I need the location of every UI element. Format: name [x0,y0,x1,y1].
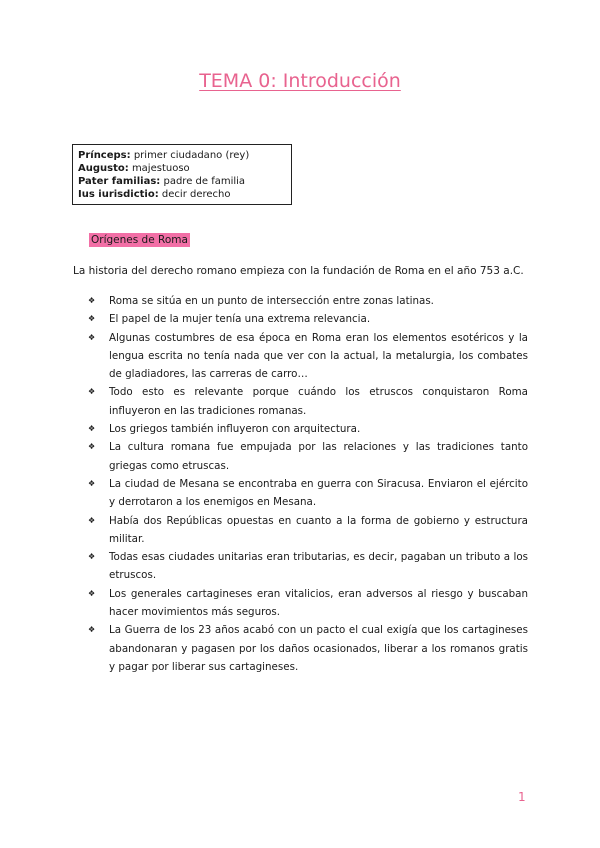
definition-term: Augusto [78,163,125,174]
list-item [88,329,528,384]
list-item [88,383,528,420]
list-item [88,621,528,676]
definition-term: Ius iurisdictio [78,189,155,200]
list-item-text: Roma se sitúa en un punto de intersección entre zonas latinas. [109,295,434,307]
diamond-bullet-icon: ❖ [88,314,96,324]
definition-text: primer ciudadano (rey) [133,150,250,161]
diamond-bullet-icon: ❖ [88,332,96,342]
definition-text: decir derecho [161,189,231,200]
page-number: 1 [518,790,526,804]
definition-row: Pater familias: padre de familia [78,176,246,187]
diamond-bullet-icon: ❖ [88,478,96,488]
list-item-text: Todo esto es relevante porque cuándo los etruscos conquistaron Roma influyeron en las tradiciones romanas. [109,386,528,417]
diamond-bullet-icon: ❖ [88,442,96,452]
diamond-bullet-icon: ❖ [88,424,96,434]
definitions-box [72,144,292,205]
list-item-text: Había dos Repúblicas opuestas en cuanto a la forma de gobierno y estructura militar. [109,514,528,545]
intro-paragraph: La historia del derecho romano empieza con la fundación de Roma en el año 753 a.C. [73,265,524,277]
list-item-text: La ciudad de Mesana se encontraba en guerra con Siracusa. Enviaron el ejército y derrotaron a los enemigos en Mesana. [109,477,528,509]
diamond-bullet-icon: ❖ [88,625,96,635]
list-item-text: La Guerra de los 23 años acabó con un pacto el cual exigía que los cartagineses abandonaran y pagasen por los daños ocasionados, liberar a los romanos gratis y pagar por liberar sus cartagineses. [109,624,528,673]
list-item-text: El papel de la mujer tenía una extrema relevancia. [109,313,371,326]
list-item [88,310,528,328]
definition-text: padre de familia [163,176,246,187]
diamond-bullet-icon: ❖ [88,588,96,598]
list-item [88,438,528,475]
list-item [88,292,528,310]
definition-row: Augusto: majestuoso [78,163,190,174]
page-title: TEMA 0: Introducción [199,70,401,92]
section-heading: Orígenes de Roma [91,234,188,246]
list-item-text: Algunas costumbres de esa época en Roma eran los elementos esotéricos y la lengua escrita no tenía nada que ver con la actual, la metalurgia, los combates de gladiadores, las carreras de carro… [109,331,528,381]
list-item [88,512,528,549]
diamond-bullet-icon: ❖ [88,515,96,525]
definition-text: majestuoso [131,163,190,174]
definition-row: Prínceps: primer ciudadano (rey) [78,150,250,161]
diamond-bullet-icon: ❖ [88,387,96,397]
list-item [88,585,528,622]
list-item-text: Los generales cartagineses eran vitalicios, eran adversos al riesgo y buscaban hacer movimientos más seguros. [109,587,528,619]
definition-term: Pater familias [78,176,157,187]
list-item-text: Todas esas ciudades unitarias eran tributarias, es decir, pagaban un tributo a los etruscos. [109,551,528,582]
list-item [88,548,528,585]
list-item-text: Los griegos también influyeron con arquitectura. [109,423,361,436]
diamond-bullet-icon: ❖ [88,296,96,305]
list-item-text: La cultura romana fue empujada por las relaciones y las tradiciones tanto griegas como etruscas. [109,441,528,472]
definition-term: Prínceps [78,150,127,161]
definition-row: Ius iurisdictio: decir derecho [78,189,231,200]
list-item [88,475,528,512]
diamond-bullet-icon: ❖ [88,552,96,562]
bullet-list [88,292,528,676]
list-item [88,420,528,438]
